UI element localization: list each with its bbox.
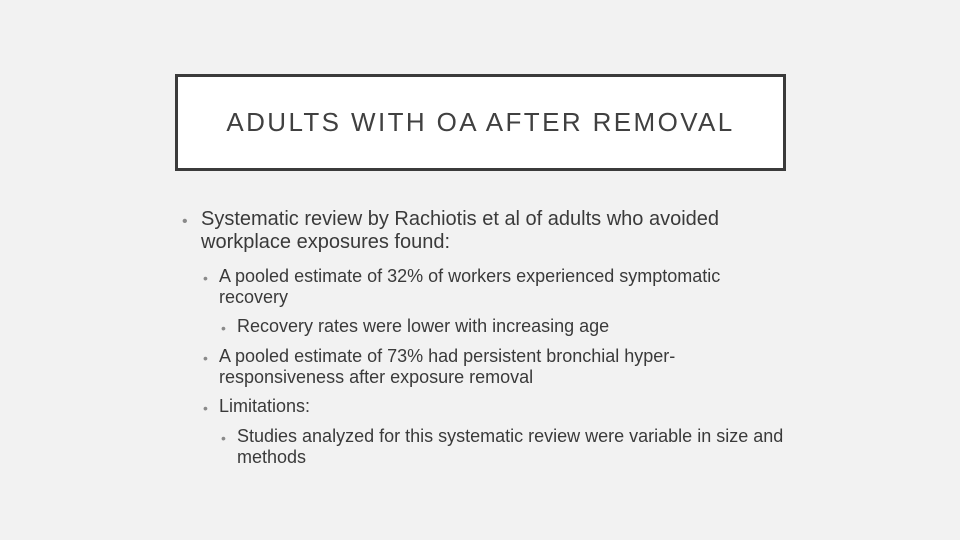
title-box <box>175 74 786 171</box>
bullet-item <box>170 426 790 467</box>
bullet-text: Systematic review by Rachiotis et al of adults who avoided workplace exposures found: <box>201 208 720 253</box>
slide-title: ADULTS WITH OA AFTER REMOVAL <box>226 107 735 137</box>
bullet-dot-icon: • <box>221 430 226 447</box>
bullet-text: Limitations: <box>219 396 311 417</box>
bullet-dot-icon: • <box>221 320 226 337</box>
bullet-text: Recovery rates were lower with increasing age <box>237 316 610 337</box>
bullet-text: A pooled estimate of 32% of workers experienced symptomatic recovery <box>219 266 721 307</box>
bullet-item <box>170 396 790 417</box>
bullet-text: A pooled estimate of 73% had persistent bronchial hyper-responsiveness after exposure removal <box>219 346 676 387</box>
bullet-item <box>170 316 790 337</box>
bullet-list <box>170 208 790 477</box>
bullet-item <box>170 208 790 254</box>
bullet-dot-icon: • <box>203 400 208 417</box>
bullet-item <box>170 346 790 387</box>
bullet-dot-icon: • <box>203 350 208 367</box>
bullet-item <box>170 266 790 307</box>
bullet-dot-icon: • <box>182 213 188 230</box>
bullet-text: Studies analyzed for this systematic review were variable in size and methods <box>237 426 784 467</box>
bullet-dot-icon: • <box>203 270 208 286</box>
